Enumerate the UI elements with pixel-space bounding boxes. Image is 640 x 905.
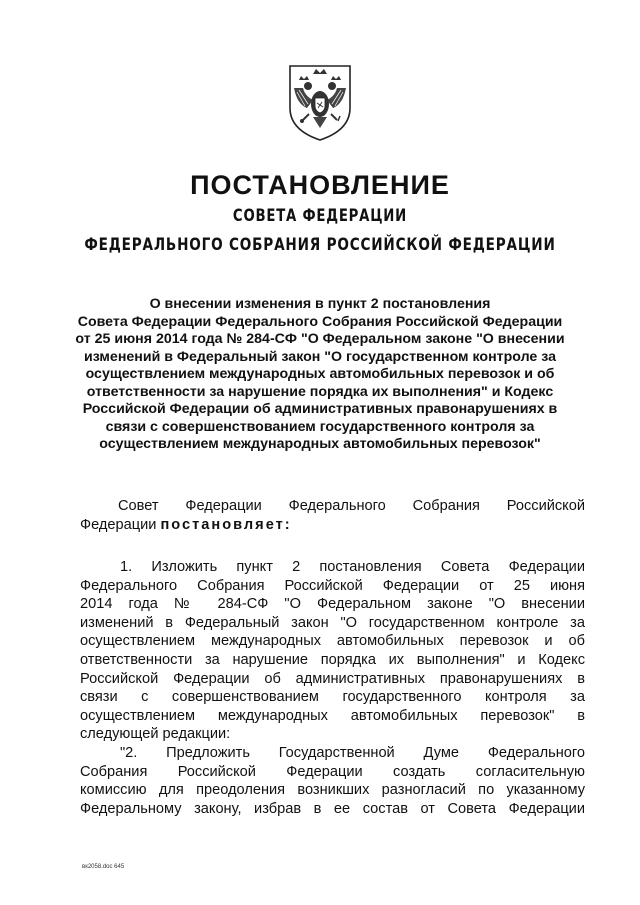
subject-line: Совета Федерации Федерального Собрания Российской Федерации bbox=[77, 313, 563, 330]
item-1-line: связи с совершенствованием государственного контроля за bbox=[80, 689, 585, 706]
item-1-line: 2014 года № 284-СФ "О Федеральном законе "О внесении bbox=[80, 596, 585, 613]
item-1-line: Федерального Собрания Российской Федерации от 25 июня bbox=[80, 577, 585, 594]
document-subtitle-line1: СОВЕТА ФЕДЕРАЦИИ bbox=[232, 206, 408, 226]
document-title: ПОСТАНОВЛЕНИЕ bbox=[190, 170, 450, 200]
subject-line: связи с совершенствованием государственного контроля за bbox=[105, 418, 535, 435]
item-1-paragraph bbox=[80, 558, 585, 818]
intro-line-prefix: Федерации bbox=[80, 516, 161, 533]
intro-paragraph bbox=[80, 497, 585, 534]
subject-line: от 25 июня 2014 года № 284-СФ "О Федеральном законе "О внесении bbox=[75, 331, 565, 347]
russian-coat-of-arms-icon bbox=[285, 62, 355, 142]
subject-line: изменений в Федеральный закон "О государственном контроле за bbox=[84, 348, 556, 365]
item-2-line: Федеральному закону, избрав в ее состав от Совета Федерации bbox=[80, 800, 585, 817]
subject-line: осуществлением международных автомобильных перевозок и об bbox=[85, 366, 555, 382]
subject-line: О внесении изменения в пункт 2 постановления bbox=[149, 296, 491, 312]
item-2-line: Собрания Российской Федерации создать согласительную bbox=[80, 763, 585, 780]
subject-line: Российской Федерации об административных правонарушениях в bbox=[82, 401, 558, 417]
document-subject bbox=[50, 296, 590, 454]
item-2-line: "2. Предложить Государственной Думе Федерального bbox=[120, 744, 585, 761]
item-1-line: следующей редакции: bbox=[80, 726, 231, 743]
item-1-line: осуществлением международных автомобильных перевозок и об bbox=[80, 633, 585, 650]
subject-line: осуществлением международных автомобильных перевозок" bbox=[99, 436, 541, 452]
item-1-line: осуществлением международных автомобильных перевозок" в bbox=[80, 707, 585, 724]
item-1-line: изменений в Федеральный закон "О государственном контроле за bbox=[80, 614, 585, 631]
intro-line bbox=[80, 516, 585, 535]
intro-line: Совет Федерации Федерального Собрания Российской bbox=[118, 498, 585, 514]
item-1-line: ответственности за нарушение порядка их выполнения" и Кодекс bbox=[80, 651, 585, 668]
document-subtitle-line2: ФЕДЕРАЛЬНОГО СОБРАНИЯ РОССИЙСКОЙ ФЕДЕРАЦИИ bbox=[84, 235, 556, 255]
item-2-line: комиссию для преодоления возникших разногласий по указанному bbox=[80, 782, 585, 799]
item-1-line: 1. Изложить пункт 2 постановления Совета Федерации bbox=[120, 559, 585, 575]
resolves-keyword: постановляет: bbox=[160, 516, 292, 533]
document-reference: вк2058.doc 645 bbox=[82, 864, 125, 870]
item-1-line: Российской Федерации об административных правонарушениях в bbox=[80, 670, 585, 687]
subject-line: ответственности за нарушение порядка их выполнения" и Кодекс bbox=[86, 383, 554, 400]
